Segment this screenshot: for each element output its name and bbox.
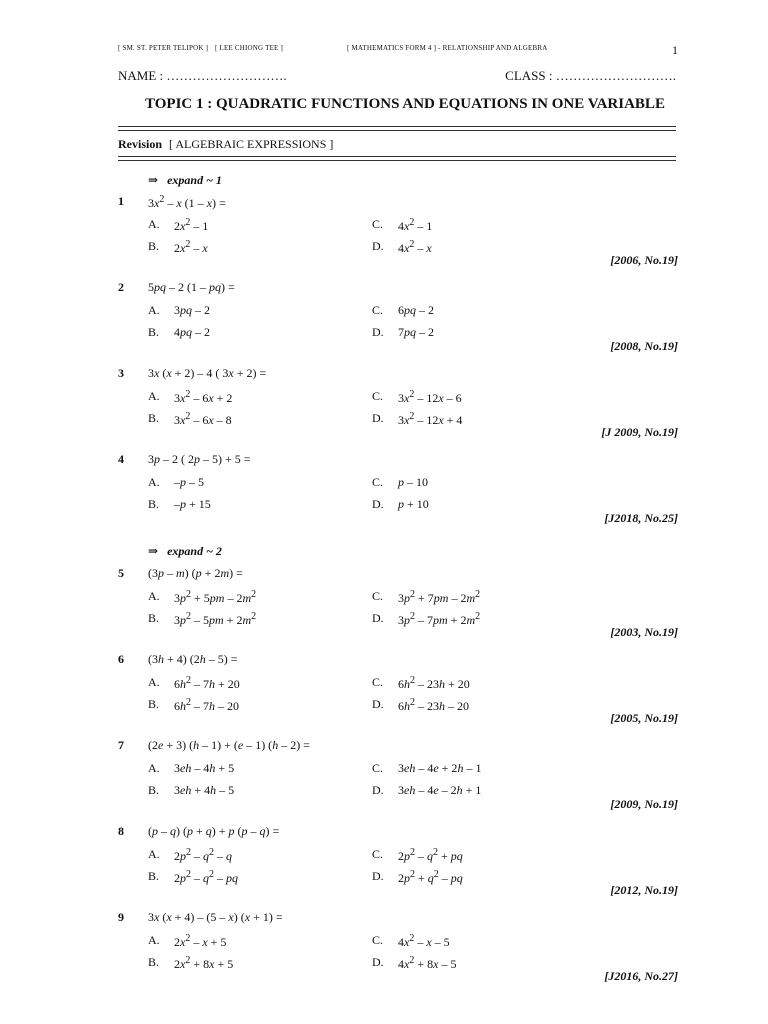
- option-text-d: $4x^2$ – x: [398, 239, 432, 255]
- option-text-a: 3eh – 4h + 5: [174, 761, 235, 775]
- option-text-b: –p + 15: [174, 497, 211, 511]
- option-text-a: $2p^2 - q^2$ – q: [174, 847, 232, 863]
- question-number: 6: [118, 652, 124, 666]
- question-number: 1: [118, 194, 124, 208]
- option-text-a: $2x^2 - 1$: [174, 217, 209, 233]
- option-text-d: $3x^2 - 12x + 4$: [398, 411, 463, 427]
- option-letter-b: B.: [148, 611, 160, 625]
- option-text-a: 3pq – 2: [174, 303, 210, 317]
- question-number: 5: [118, 566, 124, 580]
- option-text-c: $2p^2 - q^2$ + pq: [398, 847, 463, 863]
- option-text-d: $3p^2 - 7pm + 2m^2$: [398, 611, 481, 627]
- option-text-c: 6pq – 2: [398, 303, 434, 317]
- option-text-b: 4pq – 2: [174, 325, 210, 339]
- header-subject: [ MATHEMATICS FORM 4 ] - RELATIONSHIP AND ALGEBRA: [347, 44, 548, 52]
- option-text-c: $4x^2 - 1$: [398, 217, 433, 233]
- option-letter-a: A.: [148, 589, 160, 603]
- option-text-c: $3p^2 + 7pm - 2m^2$: [398, 589, 481, 605]
- option-text-a: $3x^2 - 6x + 2$: [174, 389, 233, 405]
- option-letter-d: D.: [372, 611, 384, 625]
- exam-reference: [J 2009, No.19]: [601, 425, 678, 439]
- question-number: 9: [118, 910, 124, 924]
- option-letter-c: C.: [372, 303, 384, 317]
- option-letter-c: C.: [372, 589, 384, 603]
- option-text-c: p – 10: [398, 475, 428, 489]
- option-text-d: $6h^2 - 23h - 20$: [398, 697, 469, 713]
- question-stem: (3h + 4) (2h – 5) =: [148, 652, 238, 666]
- option-letter-c: C.: [372, 675, 384, 689]
- option-text-b: $3x^2 - 6x - 8$: [174, 411, 232, 427]
- question-stem: (2e + 3) (h – 1) + (e – 1) (h – 2) =: [148, 738, 310, 752]
- option-text-d: 3eh – 4e – 2h + 1: [398, 783, 482, 797]
- option-letter-d: D.: [372, 869, 384, 883]
- option-letter-c: C.: [372, 389, 384, 403]
- option-text-b: $3p^2 - 5pm + 2m^2$: [174, 611, 257, 627]
- exam-reference: [2008, No.19]: [610, 339, 678, 353]
- option-letter-c: C.: [372, 761, 384, 775]
- question-number: 2: [118, 280, 124, 294]
- exam-reference: [2012, No.19]: [610, 883, 678, 897]
- header-teacher: [ LEE CHIONG TEE ]: [215, 44, 284, 52]
- question-stem: 3p – 2 ( 2p – 5) + 5 =: [148, 452, 251, 466]
- option-letter-a: A.: [148, 217, 160, 231]
- implies-arrow-icon: ⇒: [148, 544, 159, 558]
- header-school: [ SM. ST. PETER TELIPOK ]: [118, 44, 209, 52]
- option-letter-a: A.: [148, 933, 160, 947]
- option-text-a: $2x^2 - x + 5$: [174, 933, 227, 949]
- option-letter-a: A.: [148, 761, 160, 775]
- revision-heading: [118, 137, 333, 152]
- implies-arrow-icon: ⇒: [148, 173, 159, 187]
- option-letter-b: B.: [148, 955, 160, 969]
- exam-reference: [2003, No.19]: [610, 625, 678, 639]
- page-title: TOPIC 1 : QUADRATIC FUNCTIONS AND EQUATIONS IN ONE VARIABLE: [145, 96, 665, 112]
- class-field: CLASS : ……………………….: [505, 68, 676, 83]
- section-expand-1: [148, 173, 222, 188]
- option-letter-d: D.: [372, 783, 384, 797]
- divider-top: [118, 126, 676, 131]
- name-field: NAME : ……………………….: [118, 68, 287, 83]
- option-text-d: $2p^2 + q^2$ – pq: [398, 869, 463, 885]
- option-text-c: $6h^2 - 23h + 20$: [398, 675, 470, 691]
- option-text-a: $6h^2 - 7h + 20$: [174, 675, 240, 691]
- option-text-a: $3p^2 + 5pm - 2m^2$: [174, 589, 257, 605]
- question-number: 8: [118, 824, 124, 838]
- option-letter-a: A.: [148, 475, 160, 489]
- question-stem: (p – q) (p + q) + p (p – q) =: [148, 824, 280, 838]
- section-label: expand ~ 2: [167, 544, 222, 558]
- option-letter-a: A.: [148, 675, 160, 689]
- revision-topic: [ ALGEBRAIC EXPRESSIONS ]: [169, 137, 334, 151]
- option-letter-a: A.: [148, 847, 160, 861]
- option-letter-b: B.: [148, 239, 160, 253]
- option-text-b: $2p^2 - q^2$ – pq: [174, 869, 238, 885]
- option-text-c: $4x^2$ – x – 5: [398, 933, 450, 949]
- option-text-d: $4x^2 + 8x - 5$: [398, 955, 457, 971]
- exam-reference: [2005, No.19]: [610, 711, 678, 725]
- option-letter-b: B.: [148, 697, 160, 711]
- question-stem: 3x (x + 4) – (5 – x) (x + 1) =: [148, 910, 283, 924]
- option-letter-b: B.: [148, 869, 160, 883]
- page-number: 1: [672, 43, 678, 57]
- question-number: 3: [118, 366, 124, 380]
- option-letter-c: C.: [372, 217, 384, 231]
- option-letter-a: A.: [148, 303, 160, 317]
- option-letter-b: B.: [148, 325, 160, 339]
- option-text-c: $3x^2 - 12x - 6$: [398, 389, 462, 405]
- question-stem: 5pq – 2 (1 – pq) =: [148, 280, 235, 294]
- option-letter-d: D.: [372, 697, 384, 711]
- exam-reference: [2006, No.19]: [610, 253, 678, 267]
- option-letter-b: B.: [148, 783, 160, 797]
- question-stem: $3x^2$ – x (1 – x) =: [148, 194, 226, 210]
- option-letter-d: D.: [372, 411, 384, 425]
- section-expand-2: [148, 544, 222, 559]
- exam-reference: [J2016, No.27]: [604, 969, 678, 983]
- option-letter-a: A.: [148, 389, 160, 403]
- option-text-b: 3eh + 4h – 5: [174, 783, 235, 797]
- exam-reference: [J2018, No.25]: [604, 511, 678, 525]
- divider-bottom: [118, 156, 676, 161]
- exam-reference: [2009, No.19]: [610, 797, 678, 811]
- question-number: 4: [118, 452, 124, 466]
- option-text-d: p + 10: [398, 497, 429, 511]
- option-text-b: $2x^2$ – x: [174, 239, 208, 255]
- option-text-b: $2x^2 + 8x + 5$: [174, 955, 234, 971]
- option-letter-c: C.: [372, 933, 384, 947]
- option-text-b: $6h^2 - 7h - 20$: [174, 697, 239, 713]
- option-letter-b: B.: [148, 497, 160, 511]
- option-letter-d: D.: [372, 955, 384, 969]
- option-letter-d: D.: [372, 497, 384, 511]
- option-letter-b: B.: [148, 411, 160, 425]
- option-text-a: –p – 5: [174, 475, 204, 489]
- option-text-c: 3eh – 4e + 2h – 1: [398, 761, 482, 775]
- option-letter-d: D.: [372, 239, 384, 253]
- revision-label: Revision: [118, 137, 163, 151]
- question-stem: 3x (x + 2) – 4 ( 3x + 2) =: [148, 366, 267, 380]
- question-stem: (3p – m) (p + 2m) =: [148, 566, 243, 580]
- question-number: 7: [118, 738, 124, 752]
- section-label: expand ~ 1: [167, 173, 222, 187]
- option-letter-d: D.: [372, 325, 384, 339]
- option-letter-c: C.: [372, 475, 384, 489]
- option-letter-c: C.: [372, 847, 384, 861]
- option-text-d: 7pq – 2: [398, 325, 434, 339]
